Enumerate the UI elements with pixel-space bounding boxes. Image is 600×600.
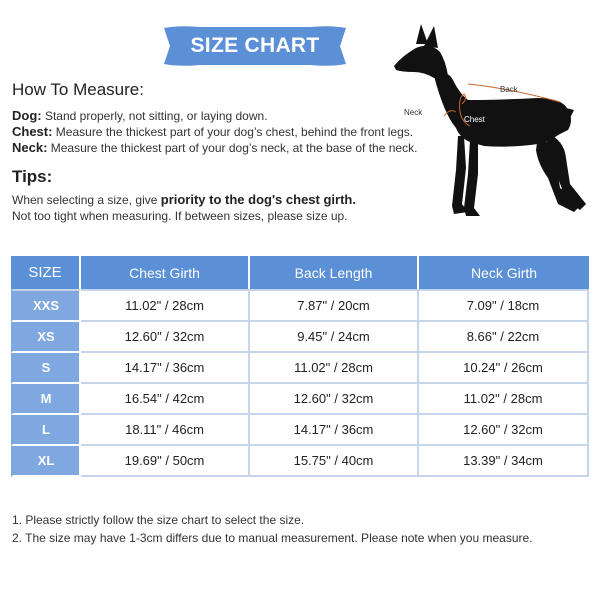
back-cell: 15.75" / 40cm xyxy=(250,446,419,477)
chest-cell: 11.02" / 28cm xyxy=(81,289,250,322)
measure-chest-line xyxy=(12,124,413,139)
measure-chest-label: Chest: xyxy=(12,124,53,139)
table-row xyxy=(11,446,589,477)
note-1: 1. Please strictly follow the size chart to select the size. xyxy=(12,513,305,527)
neck-cell: 7.09" / 18cm xyxy=(419,289,589,322)
chest-label: Chest xyxy=(464,115,485,124)
table-row xyxy=(11,415,589,446)
size-cell: L xyxy=(11,415,81,446)
neck-cell: 8.66" / 22cm xyxy=(419,322,589,353)
chest-cell: 12.60" / 32cm xyxy=(81,322,250,353)
neck-label: Neck xyxy=(404,108,423,117)
measure-dog-text: Stand properly, not sitting, or laying down. xyxy=(44,109,268,123)
header-back-length: Back Length xyxy=(250,256,419,289)
size-table-header-row xyxy=(11,256,589,289)
note-2: 2. The size may have 1-3cm differs due to manual measurement. Please note when you measure. xyxy=(12,531,533,545)
table-row xyxy=(11,289,589,322)
table-row xyxy=(11,353,589,384)
tip-1-bold: priority to the dog's chest girth. xyxy=(160,192,356,207)
measure-neck-text: Measure the thickest part of your dog’s neck, at the base of the neck. xyxy=(50,141,418,155)
neck-cell: 10.24" / 26cm xyxy=(419,353,589,384)
tip-line-1 xyxy=(12,192,356,207)
back-label: Back xyxy=(500,85,518,94)
chest-cell: 14.17" / 36cm xyxy=(81,353,250,384)
chest-cell: 18.11" / 46cm xyxy=(81,415,250,446)
back-cell: 9.45" / 24cm xyxy=(250,322,419,353)
size-cell: M xyxy=(11,384,81,415)
neck-cell: 12.60" / 32cm xyxy=(419,415,589,446)
measure-dog-label: Dog: xyxy=(12,108,42,123)
tips-title: Tips: xyxy=(12,167,53,186)
chest-cell: 16.54" / 42cm xyxy=(81,384,250,415)
header-chest-girth: Chest Girth xyxy=(81,256,250,289)
size-cell: S xyxy=(11,353,81,384)
neck-cell: 13.39" / 34cm xyxy=(419,446,589,477)
back-cell: 12.60" / 32cm xyxy=(250,384,419,415)
back-cell: 14.17" / 36cm xyxy=(250,415,419,446)
back-cell: 11.02" / 28cm xyxy=(250,353,419,384)
size-cell: XXS xyxy=(11,289,81,322)
measure-neck-line xyxy=(12,140,417,155)
size-cell: XS xyxy=(11,322,81,353)
neck-cell: 11.02" / 28cm xyxy=(419,384,589,415)
header-size: SIZE xyxy=(11,256,81,289)
chest-cell: 19.69" / 50cm xyxy=(81,446,250,477)
dog-silhouette xyxy=(394,24,586,216)
how-to-measure-title: How To Measure: xyxy=(12,80,144,99)
size-table xyxy=(11,256,589,477)
header-neck-girth: Neck Girth xyxy=(419,256,589,289)
measure-neck-label: Neck: xyxy=(12,140,48,155)
measure-chest-text: Measure the thickest part of your dog’s chest, behind the front legs. xyxy=(55,125,414,139)
tip-line-2: Not too tight when measuring. If between sizes, please size up. xyxy=(12,209,348,223)
tip-1-prefix: When selecting a size, give xyxy=(12,193,161,207)
size-chart-banner xyxy=(160,24,350,68)
banner-title: SIZE CHART xyxy=(190,34,320,57)
table-row xyxy=(11,384,589,415)
back-cell: 7.87" / 20cm xyxy=(250,289,419,322)
dog-measurement-diagram xyxy=(388,18,593,228)
table-row xyxy=(11,322,589,353)
measure-dog-line xyxy=(12,108,268,123)
size-cell: XL xyxy=(11,446,81,477)
